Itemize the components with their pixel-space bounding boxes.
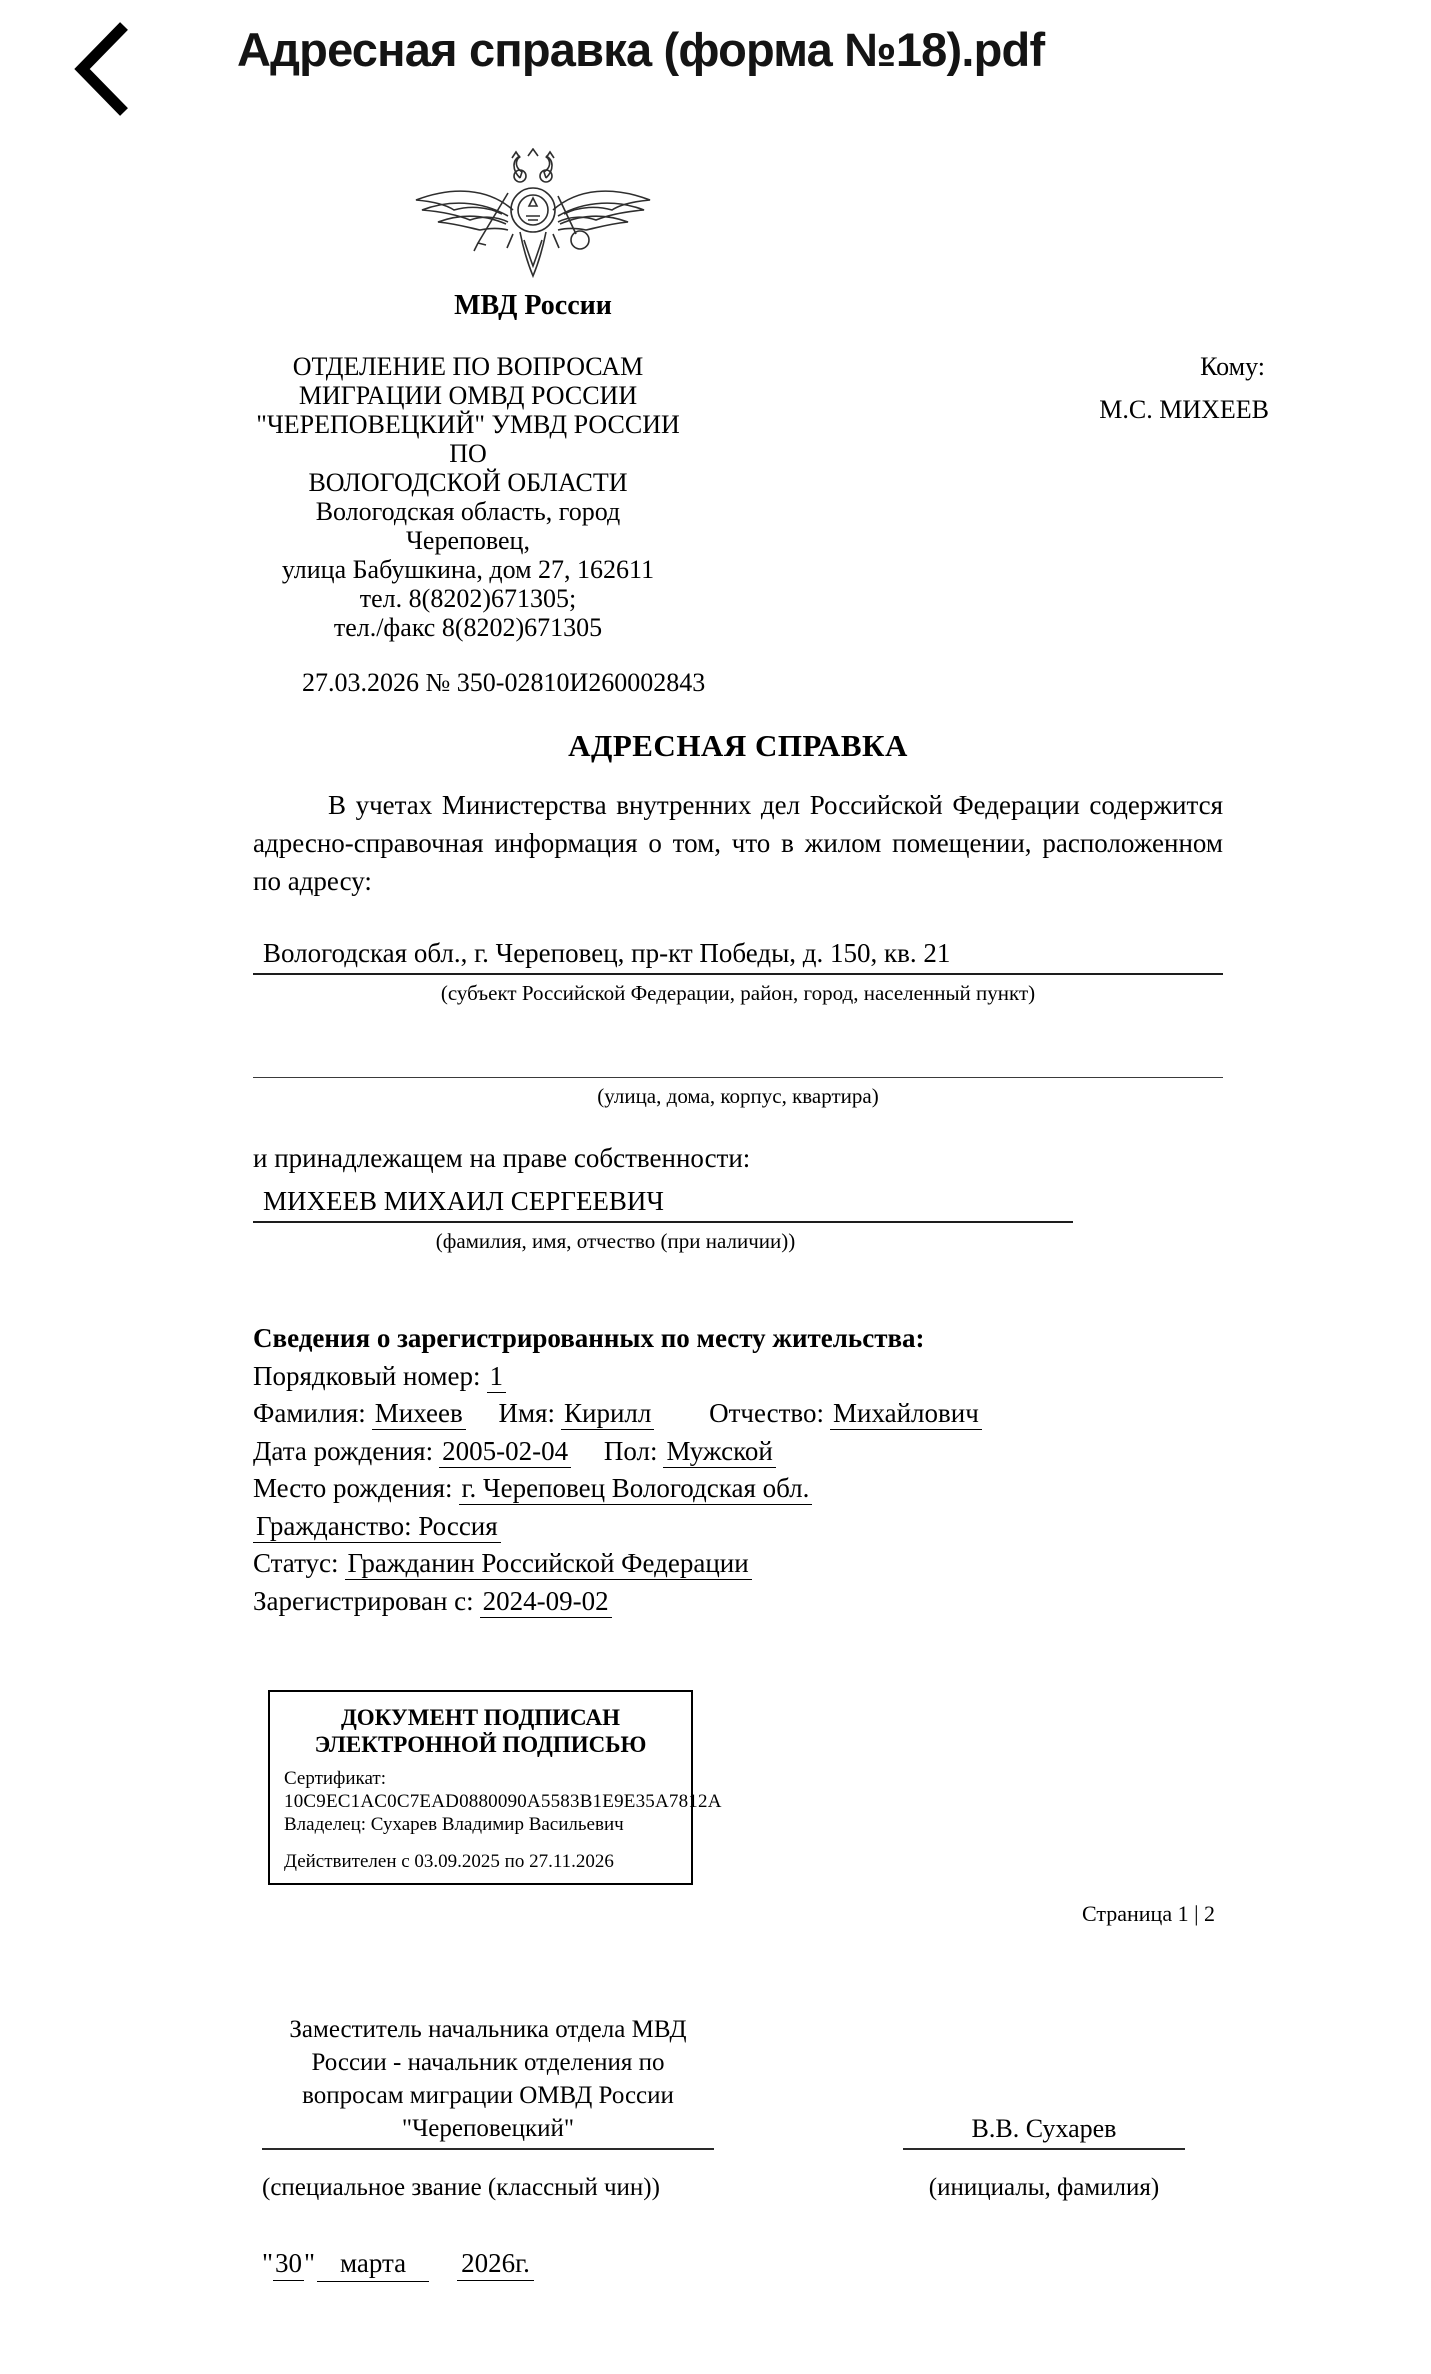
office-phone-line: тел./факс 8(8202)671305 [333, 613, 603, 642]
emblem-caption: МВД России [454, 290, 612, 321]
date-month: марта [317, 2248, 429, 2282]
app-bar [0, 0, 1431, 130]
status-label: Статус: [253, 1548, 339, 1578]
address-field [253, 938, 1223, 1006]
stamp-title-line2: ЭЛЕКТРОННОЙ ПОДПИСЬЮ [314, 1732, 647, 1757]
owner-value: МИХЕЕВ МИХАИЛ СЕРГЕЕВИЧ [253, 1186, 1073, 1223]
firstname-label: Имя: [498, 1398, 555, 1428]
citizenship-row [253, 1508, 1223, 1546]
office-line: ОТДЕЛЕНИЕ ПО ВОПРОСАМ [292, 352, 644, 381]
mvd-eagle-emblem-icon [408, 148, 658, 288]
street-field [253, 1044, 1223, 1109]
signature-column [903, 2013, 1185, 2202]
stamp-title-line1: ДОКУМЕНТ ПОДПИСАН [340, 1705, 621, 1730]
patronymic-label: Отчество: [709, 1398, 824, 1428]
birthplace-value: г. Череповец Вологодская обл. [459, 1473, 813, 1505]
position-lines [262, 2013, 714, 2150]
issuing-office-block [253, 352, 683, 642]
stamp-title [284, 1704, 677, 1758]
date-day: 30 [273, 2248, 304, 2281]
surname-value: Михеев [372, 1398, 466, 1430]
registered-label: Зарегистрирован с: [253, 1585, 474, 1616]
quote-mark: " [262, 2248, 274, 2278]
serial-row [253, 1358, 1223, 1396]
pdf-viewer[interactable] [0, 130, 1431, 2374]
street-value [253, 1044, 1223, 1078]
registered-value: 2024-09-02 [480, 1586, 612, 1618]
owner-caption: (фамилия, имя, отчество (при наличии)) [435, 1229, 796, 1253]
file-title: Адресная справка (форма №18).pdf [237, 23, 1045, 76]
ownership-label: и принадлежащем на праве собственности: [253, 1143, 751, 1173]
office-address-line: улица Бабушкина, дом 27, 162611 [281, 555, 655, 584]
address-caption: (субъект Российской Федерации, район, город, населенный пункт) [440, 981, 1036, 1005]
registration-block [253, 1320, 1223, 1620]
sex-label: Пол: [603, 1435, 658, 1466]
digital-signature-stamp [268, 1690, 722, 1885]
birthdate-label: Дата рождения: [253, 1435, 434, 1466]
office-line: "ЧЕРЕПОВЕЦКИЙ" УМВД РОССИИ ПО [256, 410, 680, 468]
signer-caption: (инициалы, фамилия) [928, 2174, 1160, 2201]
serial-value: 1 [487, 1361, 507, 1393]
office-address-line: Вологодская область, город Череповец, [315, 497, 621, 555]
birth-row [253, 1433, 1223, 1471]
office-line: ВОЛОГОДСКОЙ ОБЛАСТИ [308, 468, 628, 497]
pdf-page [253, 130, 1269, 2282]
intro-paragraph: В учетах Министерства внутренних дел Российской Федерации содержится адресно-справочная информация о том, что в жилом помещении, расположенном по адресу: [253, 790, 1223, 896]
position-line: Заместитель начальника отдела МВД [289, 2016, 687, 2043]
recipient-label: Кому: [1200, 352, 1265, 381]
back-button[interactable] [62, 14, 152, 124]
birthdate-value: 2005-02-04 [439, 1436, 571, 1468]
owner-field [253, 1186, 1223, 1254]
name-row [253, 1395, 1223, 1433]
emblem-block [353, 130, 713, 322]
certificate-label: Сертификат: [284, 1768, 387, 1789]
sex-value: Мужской [663, 1436, 775, 1468]
recipient-name: М.С. МИХЕЕВ [1099, 395, 1269, 424]
position-line: "Череповецкий" [401, 2115, 575, 2142]
certificate-value: 10C9EC1AC0C7EAD0880090A5583B1E9E35A7812A [284, 1791, 722, 1812]
position-line: вопросам миграции ОМВД России [302, 2082, 674, 2109]
patronymic-value: Михайлович [830, 1398, 982, 1430]
date-year: 2026г. [457, 2248, 534, 2281]
chevron-left-icon [62, 14, 152, 124]
certificate-validity: Действителен с 03.09.2025 по 27.11.2026 [284, 1851, 614, 1872]
surname-label: Фамилия: [253, 1398, 366, 1428]
status-row [253, 1545, 1223, 1583]
firstname-value: Кирилл [561, 1398, 654, 1430]
registered-row [253, 1583, 1223, 1621]
reference-number: 27.03.2026 № 350-02810И260002843 [302, 668, 706, 697]
office-phone-line: тел. 8(8202)671305; [359, 584, 577, 613]
certificate-owner: Владелец: Сухарев Владимир Васильевич [284, 1814, 624, 1835]
office-line: МИГРАЦИИ ОМВД РОССИИ [298, 381, 638, 410]
citizenship-value: Гражданство: Россия [253, 1511, 501, 1543]
letterhead [253, 352, 1269, 642]
status-value: Гражданин Российской Федерации [345, 1548, 752, 1580]
signing-date [262, 2248, 1223, 2282]
recipient-block [1034, 352, 1269, 425]
position-line: России - начальник отделения по [311, 2049, 665, 2076]
position-column [262, 2013, 714, 2202]
page-indicator: Страница 1 | 2 [1081, 1901, 1215, 1926]
serial-label: Порядковый номер: [253, 1360, 481, 1391]
signing-row [253, 2013, 1223, 2202]
registration-heading: Сведения о зарегистрированных по месту жительства: [253, 1323, 925, 1353]
position-caption: (специальное звание (классный чин)) [262, 2174, 660, 2201]
document-heading: АДРЕСНАЯ СПРАВКА [568, 728, 908, 763]
signer-name: В.В. Сухарев [903, 2112, 1185, 2150]
birthplace-label: Место рождения: [253, 1473, 453, 1503]
birthplace-row [253, 1470, 1223, 1508]
street-caption: (улица, дома, корпус, квартира) [597, 1084, 879, 1108]
quote-mark: " [304, 2248, 316, 2278]
address-value: Вологодская обл., г. Череповец, пр-кт Победы, д. 150, кв. 21 [253, 938, 1223, 975]
